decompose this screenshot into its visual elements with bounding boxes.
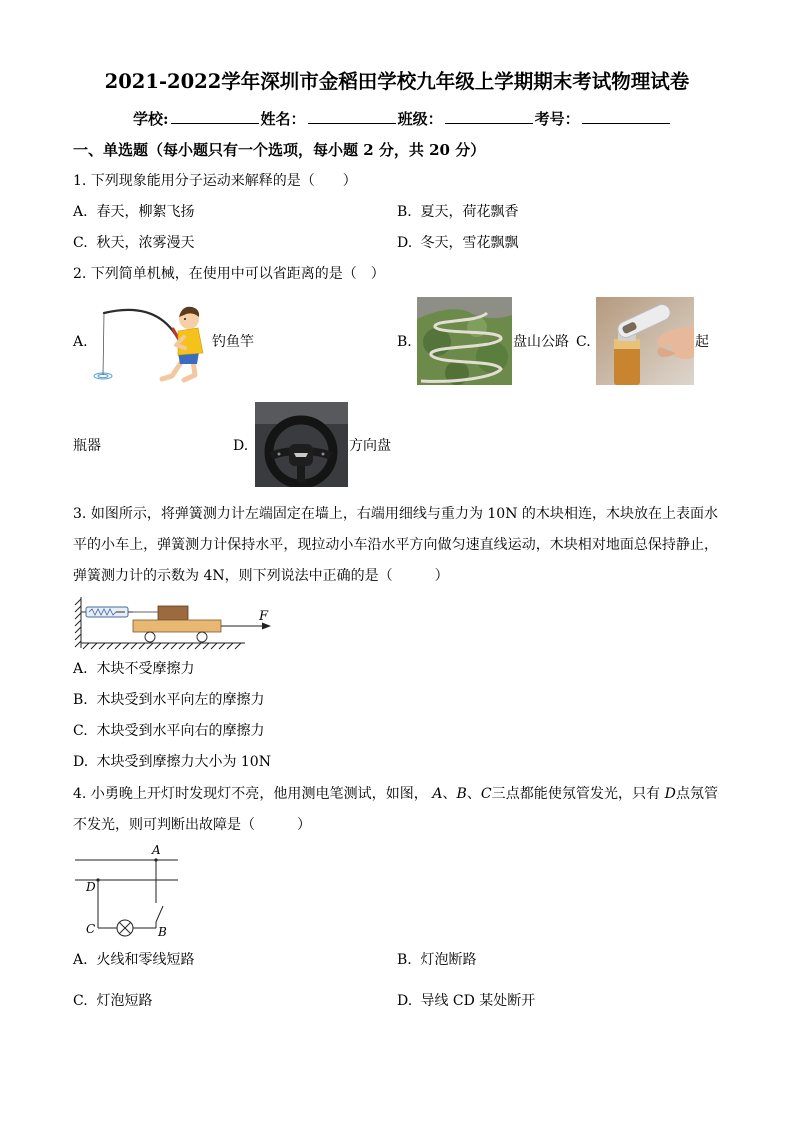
q1-option-d bbox=[397, 233, 518, 253]
option-label: D. bbox=[397, 235, 413, 251]
student-info-line bbox=[133, 108, 672, 129]
option-text: 木块不受摩擦力 bbox=[96, 661, 195, 677]
q4-point-d: D bbox=[664, 786, 676, 802]
fishing-rod-image bbox=[92, 297, 210, 385]
ground bbox=[81, 643, 245, 649]
label-b: B bbox=[158, 925, 167, 939]
q2-option-b-text: 盘山公路 bbox=[513, 334, 569, 350]
option-label: C. bbox=[73, 993, 88, 1009]
q1-option-c bbox=[73, 233, 194, 253]
q4-separator: 、 bbox=[442, 786, 457, 802]
q4-option-d bbox=[397, 991, 535, 1011]
circuit-diagram bbox=[70, 843, 185, 941]
q3-option-c bbox=[73, 721, 264, 741]
q4-stem-part2: 三点都能使氖管发光，只有 bbox=[491, 786, 665, 802]
option-text: 火线和零线短路 bbox=[96, 952, 195, 968]
school-label: 学校: bbox=[133, 110, 169, 128]
q2-option-a-text: 钓鱼竿 bbox=[212, 334, 254, 350]
label-c: C bbox=[86, 922, 96, 936]
q1-option-b bbox=[397, 202, 518, 222]
option-label: B. bbox=[73, 692, 88, 708]
steering-wheel-image bbox=[255, 402, 348, 487]
wall bbox=[75, 597, 81, 648]
q2-stem: 2. 下列简单机械，在使用中可以省距离的是（ ） bbox=[73, 266, 385, 282]
mountain-road-image bbox=[417, 297, 512, 385]
q4-point-a: A bbox=[432, 786, 443, 802]
exam-title: 2021-2022学年深圳市金稻田学校九年级上学期期末考试物理试卷 bbox=[104, 70, 690, 93]
option-label: C. bbox=[73, 723, 88, 739]
option-label: A. bbox=[73, 952, 88, 968]
q3-option-a bbox=[73, 659, 194, 679]
option-label: B. bbox=[397, 952, 412, 968]
option-text: 冬天，雪花飘飘 bbox=[420, 235, 519, 251]
option-label: D. bbox=[73, 754, 89, 770]
q4-stem-part1: 4. 小勇晚上开灯时发现灯不亮，他用测电笔测试，如图， bbox=[73, 786, 433, 802]
q2-option-d-label: D. bbox=[233, 438, 249, 454]
q4-option-c bbox=[73, 991, 152, 1011]
q4-separator: 、 bbox=[466, 786, 481, 802]
spring-scale-cart-diagram bbox=[73, 593, 278, 655]
option-label: A. bbox=[73, 661, 88, 677]
force-label: F bbox=[259, 609, 269, 624]
bottle-opener-image bbox=[596, 297, 694, 385]
q2-option-c-text-part1: 起 bbox=[695, 334, 709, 350]
q3-option-b bbox=[73, 690, 264, 710]
q2-option-c-label: C. bbox=[576, 334, 591, 350]
option-text: 木块受到摩擦力大小为 10N bbox=[96, 754, 271, 770]
q3-stem-line-2: 平的小车上，弹簧测力计保持水平，现拉动小车沿水平方向做匀速直线运动，木块相对地面总保持静止， bbox=[73, 537, 718, 553]
q4-stem-line-2: 不发光，则可判断出故障是（ ） bbox=[73, 817, 311, 833]
option-text: 夏天，荷花飘香 bbox=[420, 204, 519, 220]
q3-stem-line-1: 3. 如图所示，将弹簧测力计左端固定在墙上，右端用细线与重力为 10N 的木块相连，木块放在上表面水 bbox=[73, 506, 718, 522]
wooden-block bbox=[158, 606, 188, 620]
cart-wheel bbox=[145, 632, 155, 642]
q4-stem-line-1 bbox=[73, 784, 718, 804]
option-label: B. bbox=[397, 204, 412, 220]
option-text: 导线 CD 某处断开 bbox=[420, 993, 536, 1009]
q4-option-b bbox=[397, 950, 476, 970]
name-blank bbox=[308, 108, 396, 124]
q4-stem-part3: 点氖管 bbox=[675, 786, 719, 802]
q2-option-a-label: A. bbox=[73, 334, 88, 350]
q4-point-c: C bbox=[480, 786, 492, 802]
option-text: 春天，柳絮飞扬 bbox=[96, 204, 195, 220]
section-heading: 一、单选题（每小题只有一个选项，每小题 2 分，共 20 分） bbox=[73, 141, 486, 159]
exam-no-blank bbox=[582, 108, 670, 124]
q3-stem-line-3: 弹簧测力计的示数为 4N，则下列说法中正确的是（ ） bbox=[73, 568, 449, 584]
school-blank bbox=[171, 108, 259, 124]
spring-scale bbox=[81, 607, 133, 617]
q2-option-c-text-part2: 瓶器 bbox=[73, 438, 101, 454]
option-text: 灯泡断路 bbox=[420, 952, 477, 968]
label-d: D bbox=[86, 880, 96, 894]
option-label: D. bbox=[397, 993, 413, 1009]
label-a: A bbox=[152, 843, 161, 857]
q1-option-a bbox=[73, 202, 194, 222]
q4-option-a bbox=[73, 950, 194, 970]
q2-option-d-text: 方向盘 bbox=[349, 438, 391, 454]
q1-stem: 1. 下列现象能用分子运动来解释的是（ ） bbox=[73, 173, 357, 189]
name-label: 姓名： bbox=[260, 110, 306, 128]
lamp-icon bbox=[117, 920, 133, 936]
class-blank bbox=[445, 108, 533, 124]
q4-point-b: B bbox=[456, 786, 467, 802]
option-text: 秋天，浓雾漫天 bbox=[96, 235, 195, 251]
exam-no-label: 考号： bbox=[534, 110, 580, 128]
cart-wheel bbox=[197, 632, 207, 642]
option-label: A. bbox=[73, 204, 88, 220]
option-text: 灯泡短路 bbox=[96, 993, 153, 1009]
option-label: C. bbox=[73, 235, 88, 251]
option-text: 木块受到水平向左的摩擦力 bbox=[96, 692, 265, 708]
q3-option-d bbox=[73, 752, 271, 772]
option-text: 木块受到水平向右的摩擦力 bbox=[96, 723, 265, 739]
q2-option-b-label: B. bbox=[397, 334, 412, 350]
cart bbox=[133, 620, 221, 632]
class-label: 班级： bbox=[397, 110, 443, 128]
